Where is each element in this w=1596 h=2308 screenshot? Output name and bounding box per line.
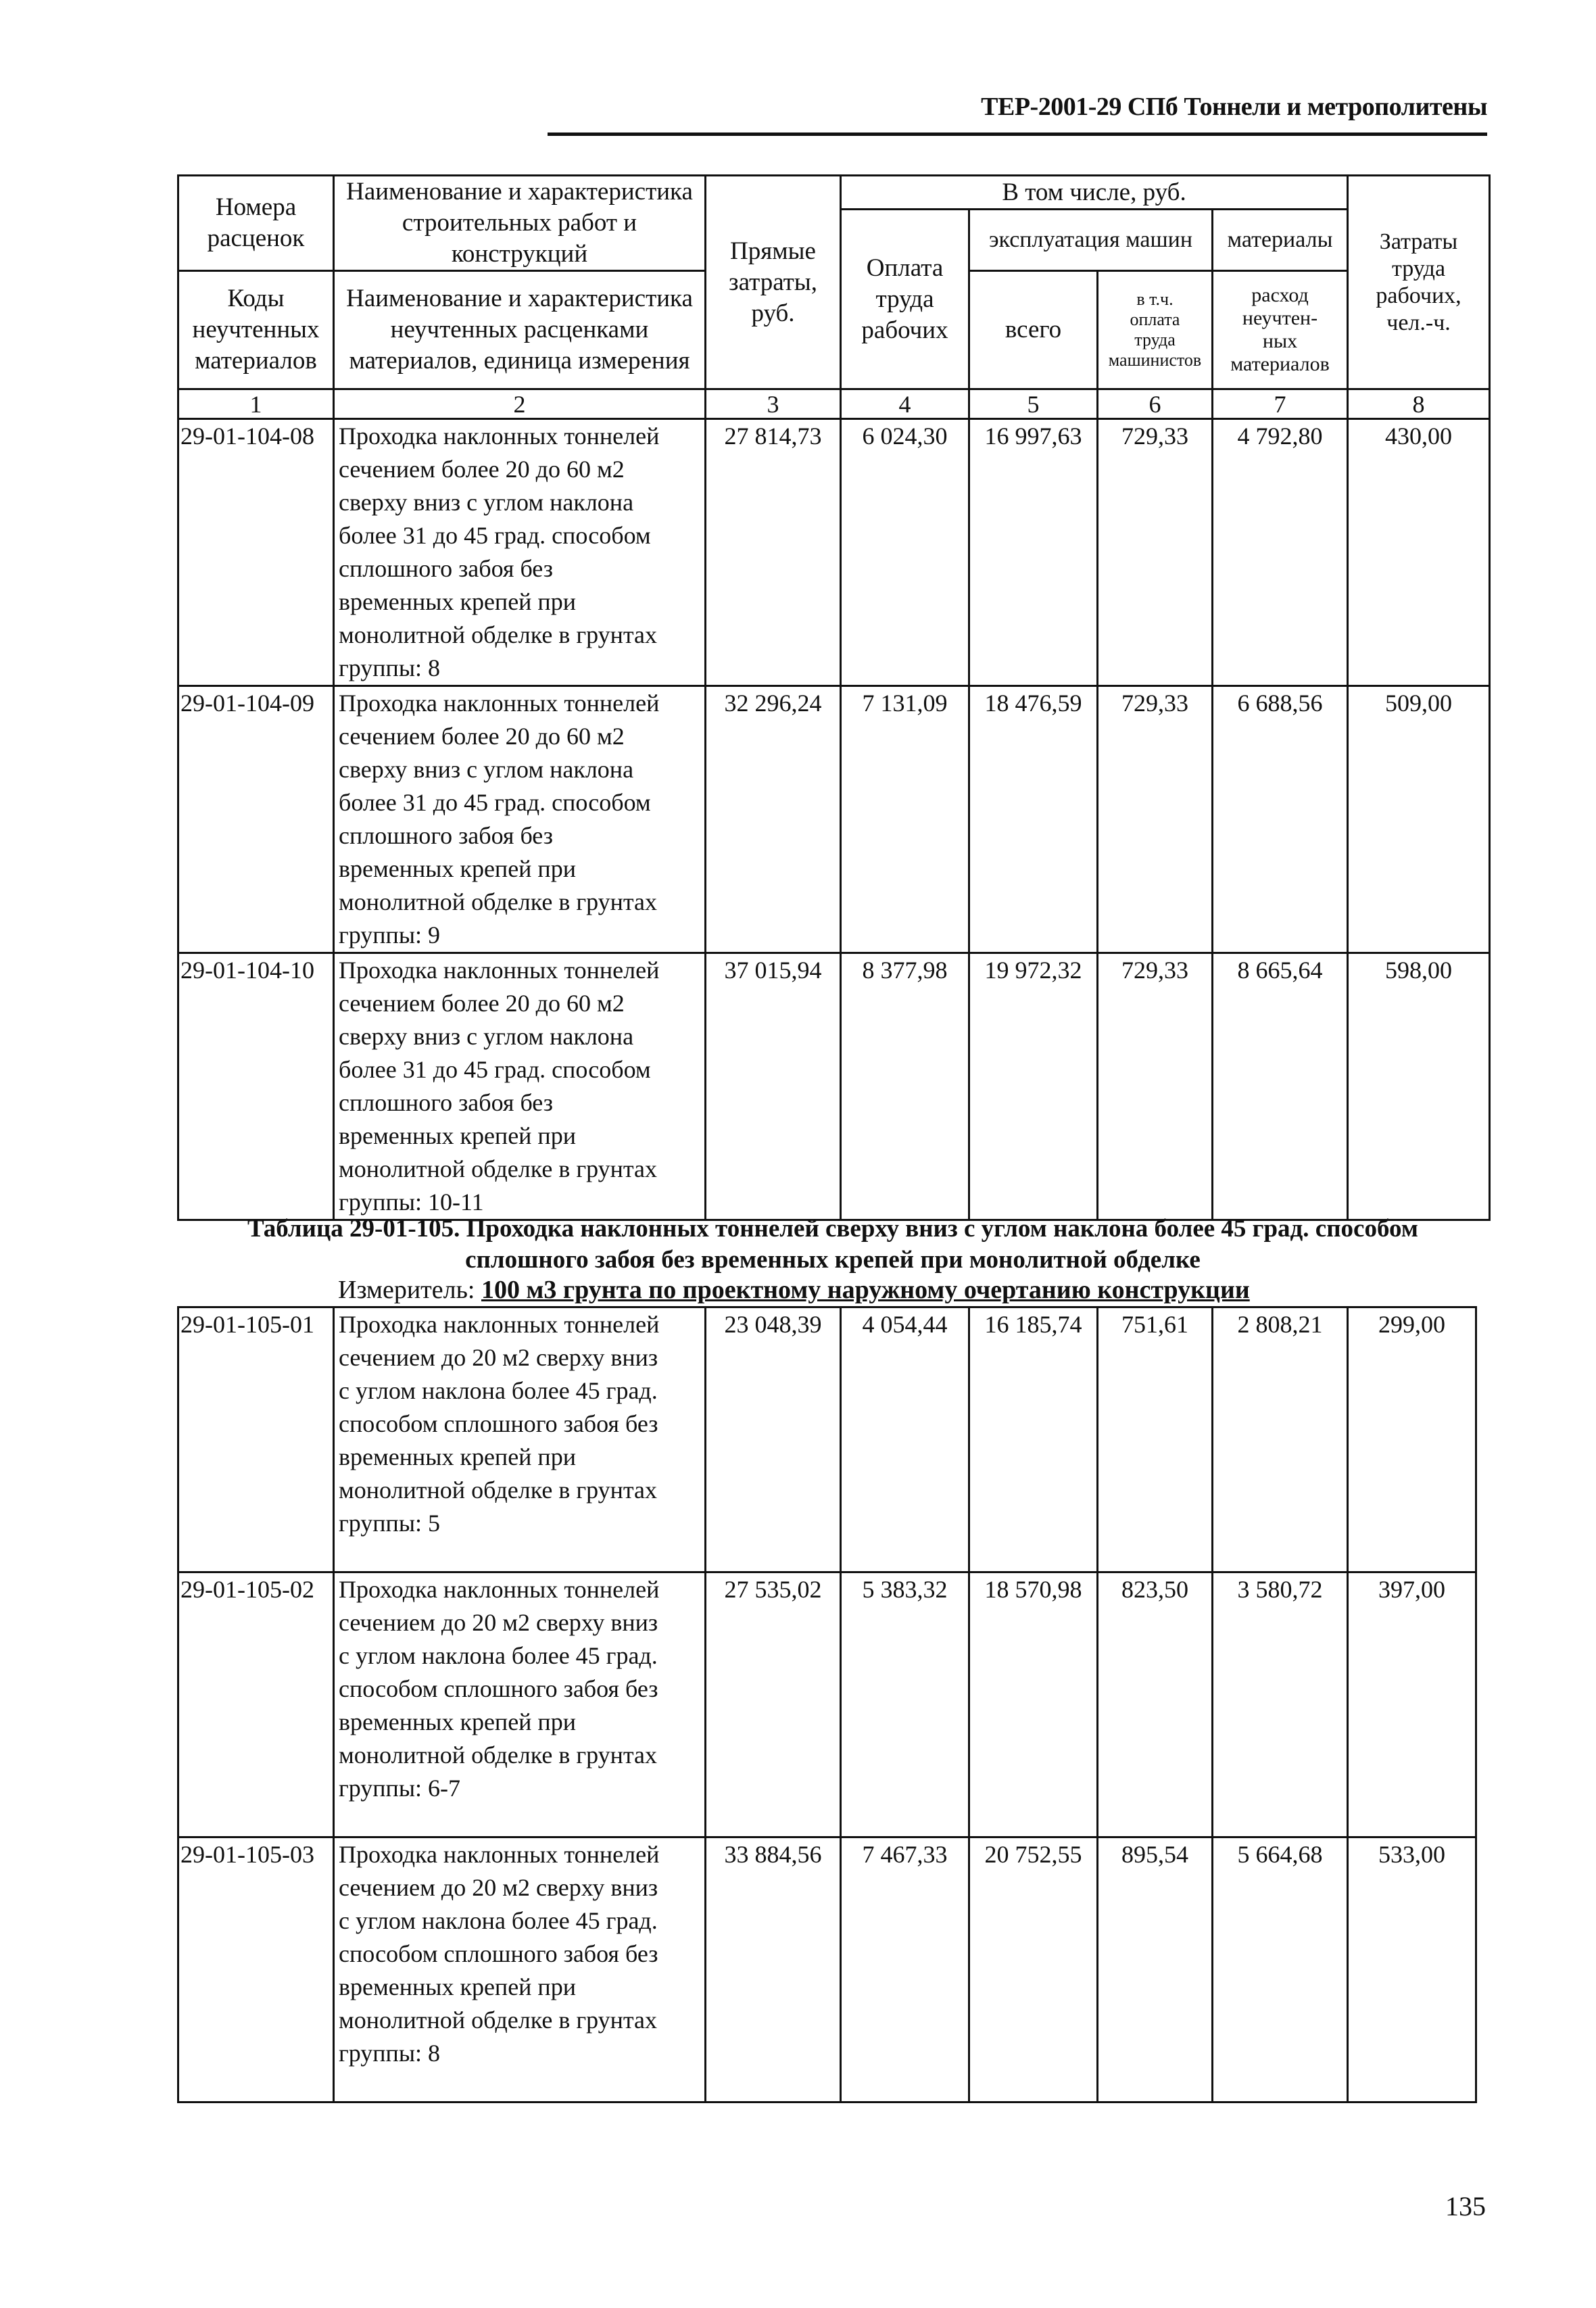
labor-cost: 4 054,44 (841, 1307, 969, 1572)
rate-code: 29-01-104-10 (178, 953, 334, 1220)
machine-labor: 729,33 (1098, 419, 1213, 686)
rate-description: Проходка наклонных тоннелей сечением до 20 м2 сверху вниз с углом наклона более 45 град. способом сплошного забоя без временных крепей при монолитной обделке в грунтах группы: 6-7 (334, 1572, 706, 1837)
col7-header: расход неучтен- ных материалов (1213, 271, 1348, 389)
page-number: 135 (1445, 2191, 1486, 2221)
col5-header: всего (969, 271, 1098, 389)
col1-header-bottom: Коды неучтенных материалов (178, 271, 334, 389)
col6-header: в т.ч. оплата труда машинистов (1098, 271, 1213, 389)
col-number: 7 (1213, 389, 1348, 419)
col3-header: Прямые затраты, руб. (706, 176, 841, 389)
labor-hours: 397,00 (1348, 1572, 1476, 1837)
table-row (178, 953, 1490, 1220)
machine-labor: 823,50 (1098, 1572, 1213, 1837)
table-caption-line1: Таблица 29-01-105. Проходка наклонных тоннелей сверху вниз с углом наклона более 45 град. способом (247, 1215, 1418, 1243)
direct-cost: 27 535,02 (706, 1572, 841, 1837)
direct-cost: 23 048,39 (706, 1307, 841, 1572)
col-number: 4 (841, 389, 969, 419)
rates-table-105 (177, 1306, 1477, 2103)
rate-description: Проходка наклонных тоннелей сечением более 20 до 60 м2 сверху вниз с углом наклона более 31 до 45 град. способом сплошного забоя без временных крепей при монолитной обделке в грунтах группы: 9 (334, 686, 706, 953)
labor-hours: 430,00 (1348, 419, 1490, 686)
col-number: 2 (334, 389, 706, 419)
labor-hours: 598,00 (1348, 953, 1490, 1220)
col4-header: Оплата труда рабочих (841, 210, 969, 389)
col2-header-bottom: Наименование и характеристика неучтенных расценками материалов, единица измерения (334, 271, 706, 389)
col8-header: Затраты труда рабочих, чел.-ч. (1348, 176, 1490, 389)
rate-description: Проходка наклонных тоннелей сечением до 20 м2 сверху вниз с углом наклона более 45 град. способом сплошного забоя без временных крепей при монолитной обделке в грунтах группы: 8 (334, 1837, 706, 2102)
col-number: 6 (1098, 389, 1213, 419)
machine-labor: 751,61 (1098, 1307, 1213, 1572)
direct-cost: 33 884,56 (706, 1837, 841, 2102)
table-meter (338, 1275, 1250, 1305)
meter-value: 100 м3 грунта по проектному наружному очертанию конструкции (481, 1276, 1250, 1304)
labor-cost: 8 377,98 (841, 953, 969, 1220)
table-row (178, 1837, 1476, 2102)
rate-description: Проходка наклонных тоннелей сечением до 20 м2 сверху вниз с углом наклона более 45 град. способом сплошного забоя без временных крепей при монолитной обделке в грунтах группы: 5 (334, 1307, 706, 1572)
machine-total: 16 185,74 (969, 1307, 1098, 1572)
labor-cost: 5 383,32 (841, 1572, 969, 1837)
rate-code: 29-01-105-02 (178, 1572, 334, 1837)
rate-code: 29-01-104-08 (178, 419, 334, 686)
table-row (178, 686, 1490, 953)
labor-hours: 509,00 (1348, 686, 1490, 953)
col1-header-top: Номера расценок (178, 176, 334, 271)
direct-cost: 32 296,24 (706, 686, 841, 953)
machine-total: 18 476,59 (969, 686, 1098, 953)
table-row (178, 419, 1490, 686)
header-rule (548, 133, 1487, 136)
col-number: 8 (1348, 389, 1490, 419)
materials-cost: 2 808,21 (1213, 1307, 1348, 1572)
labor-cost: 6 024,30 (841, 419, 969, 686)
machine-total: 19 972,32 (969, 953, 1098, 1220)
rate-description: Проходка наклонных тоннелей сечением более 20 до 60 м2 сверху вниз с углом наклона более 31 до 45 град. способом сплошного забоя без временных крепей при монолитной обделке в грунтах группы: 10-11 (334, 953, 706, 1220)
labor-hours: 533,00 (1348, 1837, 1476, 2102)
group-header: В том числе, руб. (841, 176, 1348, 210)
rate-code: 29-01-105-03 (178, 1837, 334, 2102)
col-number: 5 (969, 389, 1098, 419)
labor-cost: 7 467,33 (841, 1837, 969, 2102)
rates-table-104 (177, 418, 1491, 1221)
table-caption-line2: сплошного забоя без временных крепей при монолитной обделке (465, 1246, 1201, 1274)
machine-total: 16 997,63 (969, 419, 1098, 686)
machine-total: 20 752,55 (969, 1837, 1098, 2102)
col-number: 3 (706, 389, 841, 419)
running-header-title: ТЕР-2001-29 СПб Тоннели и метрополитены (981, 93, 1487, 121)
materials-cost: 5 664,68 (1213, 1837, 1348, 2102)
meter-label: Измеритель: (338, 1276, 475, 1304)
rate-description: Проходка наклонных тоннелей сечением более 20 до 60 м2 сверху вниз с углом наклона более 31 до 45 град. способом сплошного забоя без временных крепей при монолитной обделке в грунтах группы: 8 (334, 419, 706, 686)
materials-cost: 4 792,80 (1213, 419, 1348, 686)
materials-cost: 8 665,64 (1213, 953, 1348, 1220)
materials-cost: 3 580,72 (1213, 1572, 1348, 1837)
table-row (178, 1307, 1476, 1572)
labor-cost: 7 131,09 (841, 686, 969, 953)
column-header-table (177, 174, 1491, 420)
direct-cost: 27 814,73 (706, 419, 841, 686)
rate-code: 29-01-104-09 (178, 686, 334, 953)
machine-labor: 895,54 (1098, 1837, 1213, 2102)
labor-hours: 299,00 (1348, 1307, 1476, 1572)
table-row (178, 1572, 1476, 1837)
col2-header-top: Наименование и характеристика строительных работ и конструкций (334, 176, 706, 271)
materials-cost: 6 688,56 (1213, 686, 1348, 953)
direct-cost: 37 015,94 (706, 953, 841, 1220)
rate-code: 29-01-105-01 (178, 1307, 334, 1572)
machine-total: 18 570,98 (969, 1572, 1098, 1837)
machines-header: эксплуатация машин (969, 210, 1213, 271)
machine-labor: 729,33 (1098, 686, 1213, 953)
col-number: 1 (178, 389, 334, 419)
machine-labor: 729,33 (1098, 953, 1213, 1220)
materials-header: материалы (1213, 210, 1348, 271)
